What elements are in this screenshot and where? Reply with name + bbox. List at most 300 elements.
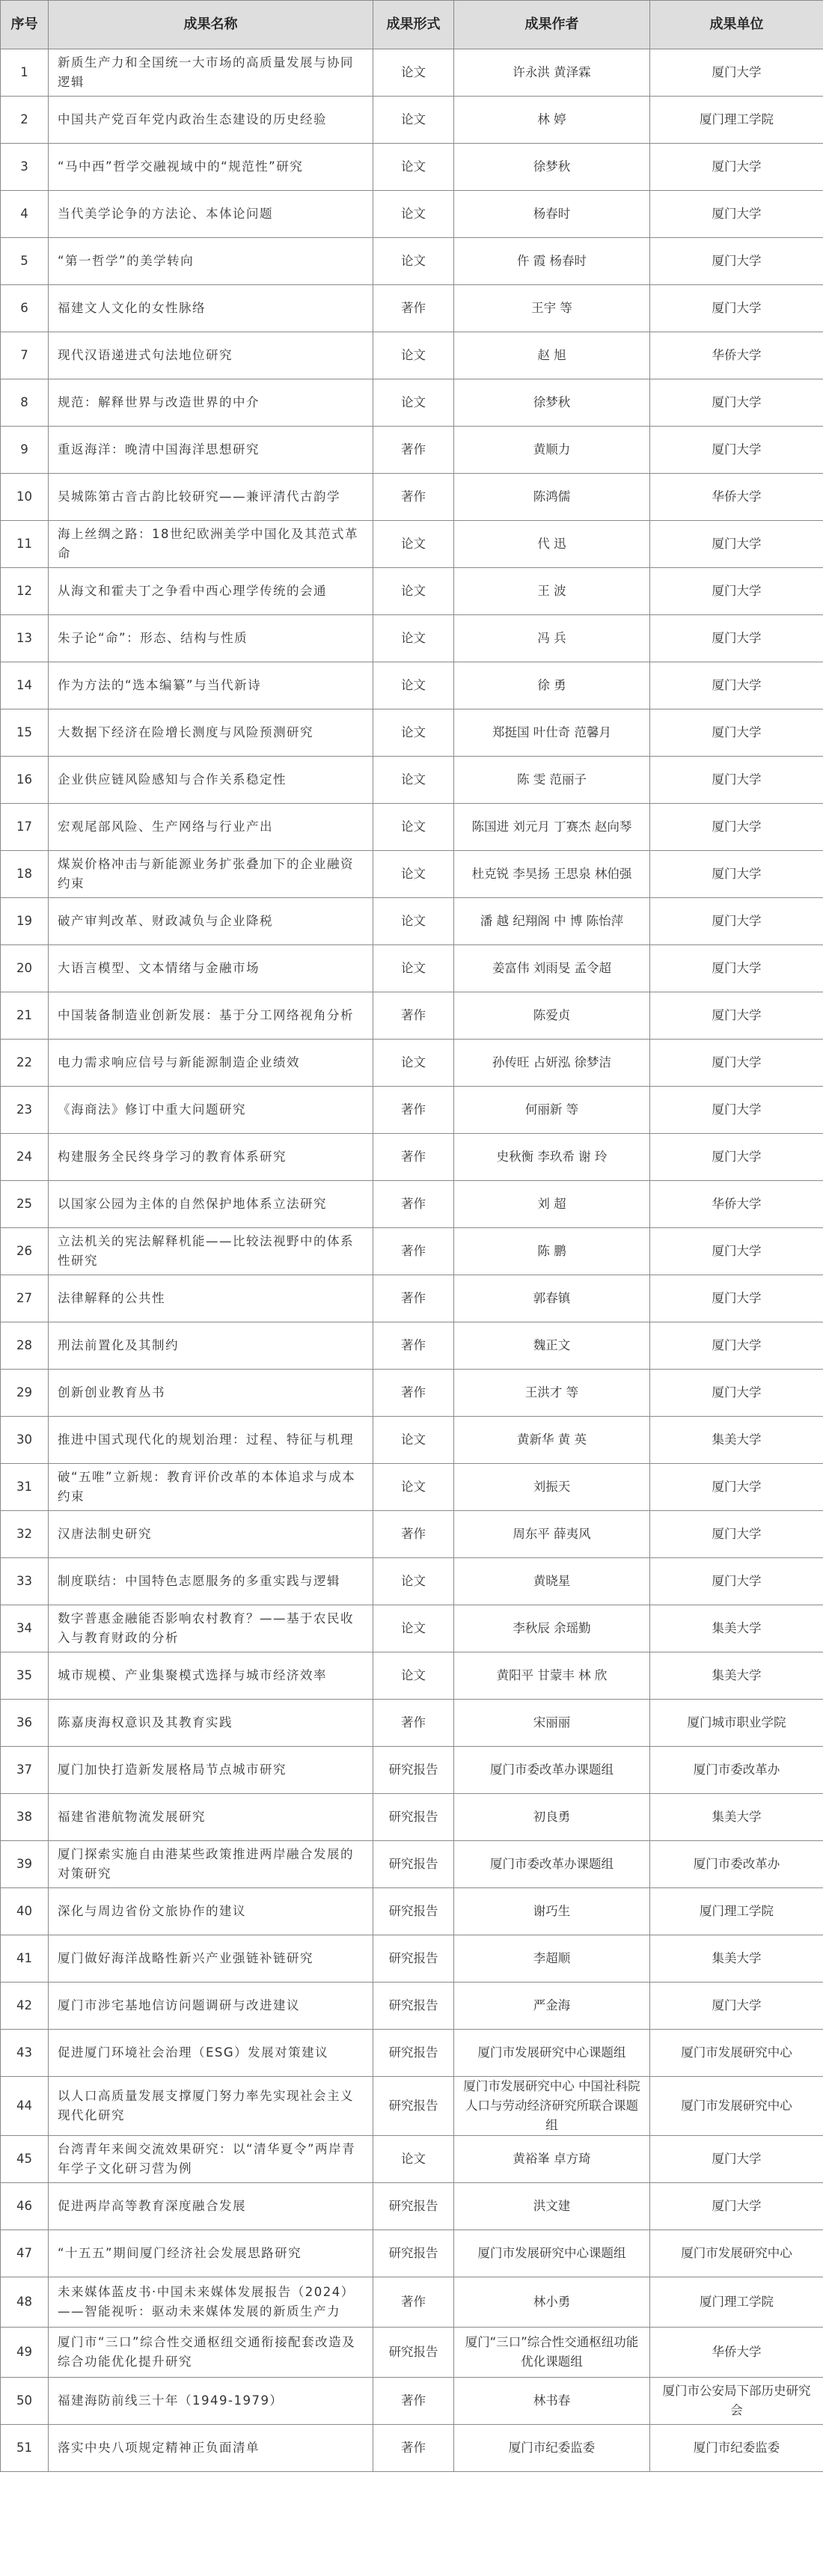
cell-result-unit: 厦门大学 [650, 898, 823, 945]
cell-result-unit: 厦门大学 [650, 804, 823, 851]
table-row [1, 945, 823, 992]
cell-serial-number: 7 [1, 332, 49, 379]
cell-result-unit: 厦门大学 [650, 1370, 823, 1417]
header-row [1, 1, 823, 49]
cell-result-author: 姜富伟 刘雨旻 孟令超 [454, 945, 650, 992]
table-row [1, 1983, 823, 2030]
table-row [1, 191, 823, 238]
cell-result-author: 魏正文 [454, 1322, 650, 1370]
cell-serial-number: 36 [1, 1700, 49, 1747]
cell-result-unit: 厦门大学 [650, 1511, 823, 1558]
cell-result-author: 刘振天 [454, 1464, 650, 1511]
cell-serial-number: 31 [1, 1464, 49, 1511]
cell-result-name: “十五五”期间厦门经济社会发展思路研究 [49, 2230, 373, 2277]
cell-result-form: 论文 [373, 804, 454, 851]
cell-result-unit: 厦门大学 [650, 521, 823, 568]
table-row [1, 1888, 823, 1935]
table-row [1, 474, 823, 521]
cell-result-author: 潘 越 纪翔阁 中 博 陈怡萍 [454, 898, 650, 945]
cell-result-author: 陈 雯 范丽子 [454, 757, 650, 804]
cell-result-author: 王洪才 等 [454, 1370, 650, 1417]
cell-result-author: 林小勇 [454, 2277, 650, 2328]
cell-result-author: 厦门市委改革办课题组 [454, 1841, 650, 1888]
cell-result-form: 论文 [373, 615, 454, 662]
cell-serial-number: 17 [1, 804, 49, 851]
cell-result-name: 法律解释的公共性 [49, 1275, 373, 1322]
cell-serial-number: 28 [1, 1322, 49, 1370]
cell-result-name: 中国共产党百年党内政治生态建设的历史经验 [49, 97, 373, 144]
cell-result-form: 著作 [373, 1275, 454, 1322]
cell-result-name: 厦门市“三口”综合性交通枢纽交通衔接配套改造及综合功能优化提升研究 [49, 2328, 373, 2378]
cell-result-name: 数字普惠金融能否影响农村教育？——基于农民收入与教育财政的分析 [49, 1605, 373, 1652]
cell-result-name: 朱子论“命”：形态、结构与性质 [49, 615, 373, 662]
cell-result-unit: 厦门市委改革办 [650, 1841, 823, 1888]
cell-result-name: 《海商法》修订中重大问题研究 [49, 1087, 373, 1134]
cell-result-unit: 集美大学 [650, 1794, 823, 1841]
cell-result-unit: 厦门大学 [650, 851, 823, 898]
cell-serial-number: 49 [1, 2328, 49, 2378]
cell-result-form: 著作 [373, 1181, 454, 1228]
cell-result-form: 著作 [373, 1322, 454, 1370]
cell-serial-number: 39 [1, 1841, 49, 1888]
cell-result-unit: 华侨大学 [650, 1181, 823, 1228]
cell-result-unit: 厦门大学 [650, 379, 823, 427]
cell-result-author: 赵 旭 [454, 332, 650, 379]
cell-result-unit: 厦门大学 [650, 1087, 823, 1134]
cell-result-unit: 集美大学 [650, 1605, 823, 1652]
cell-result-author: 厦门市发展研究中心课题组 [454, 2230, 650, 2277]
cell-result-unit: 厦门大学 [650, 427, 823, 474]
cell-result-unit: 厦门市委改革办 [650, 1747, 823, 1794]
cell-result-name: 台湾青年来闽交流效果研究：以“清华夏令”两岸青年学子文化研习营为例 [49, 2136, 373, 2183]
table-row [1, 1417, 823, 1464]
cell-result-author: 严金海 [454, 1983, 650, 2030]
table-row [1, 804, 823, 851]
cell-result-name: 当代美学论争的方法论、本体论问题 [49, 191, 373, 238]
cell-result-form: 研究报告 [373, 1888, 454, 1935]
cell-result-name: “马中西”哲学交融视域中的“规范性”研究 [49, 144, 373, 191]
cell-result-author: 黄新华 黄 英 [454, 1417, 650, 1464]
cell-result-unit: 厦门理工学院 [650, 2277, 823, 2328]
cell-serial-number: 8 [1, 379, 49, 427]
cell-result-form: 研究报告 [373, 2030, 454, 2077]
cell-result-form: 论文 [373, 97, 454, 144]
table-row [1, 144, 823, 191]
cell-result-author: 徐梦秋 [454, 144, 650, 191]
cell-serial-number: 16 [1, 757, 49, 804]
cell-serial-number: 26 [1, 1228, 49, 1275]
header-result-unit: 成果单位 [650, 1, 823, 49]
cell-result-name: 推进中国式现代化的规划治理：过程、特征与机理 [49, 1417, 373, 1464]
cell-result-name: 以人口高质量发展支撑厦门努力率先实现社会主义现代化研究 [49, 2077, 373, 2136]
cell-result-unit: 厦门大学 [650, 49, 823, 97]
table-row [1, 521, 823, 568]
cell-result-form: 论文 [373, 1040, 454, 1087]
cell-result-name: 大数据下经济在险增长测度与风险预测研究 [49, 709, 373, 757]
table-row [1, 2277, 823, 2328]
cell-serial-number: 46 [1, 2183, 49, 2230]
cell-serial-number: 47 [1, 2230, 49, 2277]
table-row [1, 1558, 823, 1605]
cell-serial-number: 22 [1, 1040, 49, 1087]
cell-serial-number: 29 [1, 1370, 49, 1417]
table-row [1, 1134, 823, 1181]
cell-result-unit: 集美大学 [650, 1417, 823, 1464]
cell-result-form: 研究报告 [373, 1794, 454, 1841]
table-row [1, 898, 823, 945]
cell-result-form: 著作 [373, 2425, 454, 2472]
cell-serial-number: 35 [1, 1652, 49, 1700]
cell-serial-number: 50 [1, 2378, 49, 2425]
cell-serial-number: 19 [1, 898, 49, 945]
cell-result-form: 著作 [373, 2277, 454, 2328]
cell-result-form: 研究报告 [373, 2328, 454, 2378]
cell-result-author: 史秋衡 李玖希 谢 玲 [454, 1134, 650, 1181]
cell-result-unit: 厦门市纪委监委 [650, 2425, 823, 2472]
cell-result-name: 重返海洋：晚清中国海洋思想研究 [49, 427, 373, 474]
table-row [1, 1511, 823, 1558]
table-row [1, 2030, 823, 2077]
cell-result-author: 厦门市纪委监委 [454, 2425, 650, 2472]
cell-serial-number: 51 [1, 2425, 49, 2472]
table-row [1, 49, 823, 97]
table-row [1, 1652, 823, 1700]
cell-serial-number: 48 [1, 2277, 49, 2328]
cell-result-author: 李秋辰 余瑶勤 [454, 1605, 650, 1652]
cell-result-name: 福建省港航物流发展研究 [49, 1794, 373, 1841]
table-row [1, 2230, 823, 2277]
cell-serial-number: 15 [1, 709, 49, 757]
cell-result-name: 电力需求响应信号与新能源制造企业绩效 [49, 1040, 373, 1087]
cell-result-author: 黄阳平 甘蒙丰 林 欣 [454, 1652, 650, 1700]
cell-serial-number: 45 [1, 2136, 49, 2183]
table-row [1, 2378, 823, 2425]
cell-result-author: 宋丽丽 [454, 1700, 650, 1747]
cell-result-author: 杜克锐 李昊扬 王思泉 林伯强 [454, 851, 650, 898]
table-row [1, 1370, 823, 1417]
cell-result-author: 陈爱贞 [454, 992, 650, 1040]
cell-result-form: 论文 [373, 144, 454, 191]
table-body [1, 49, 823, 2472]
cell-result-unit: 厦门大学 [650, 2183, 823, 2230]
table-row [1, 1935, 823, 1983]
cell-serial-number: 24 [1, 1134, 49, 1181]
cell-result-unit: 厦门大学 [650, 1275, 823, 1322]
table-row [1, 568, 823, 615]
cell-result-name: 创新创业教育丛书 [49, 1370, 373, 1417]
cell-result-form: 著作 [373, 1134, 454, 1181]
cell-result-name: 促进厦门环境社会治理（ESG）发展对策建议 [49, 2030, 373, 2077]
table-row [1, 615, 823, 662]
cell-result-unit: 厦门大学 [650, 2136, 823, 2183]
cell-result-form: 研究报告 [373, 1747, 454, 1794]
cell-result-author: 郭春镇 [454, 1275, 650, 1322]
cell-result-name: 城市规模、产业集聚模式选择与城市经济效率 [49, 1652, 373, 1700]
cell-serial-number: 40 [1, 1888, 49, 1935]
cell-serial-number: 33 [1, 1558, 49, 1605]
cell-serial-number: 3 [1, 144, 49, 191]
cell-result-unit: 厦门大学 [650, 1228, 823, 1275]
cell-result-name: 构建服务全民终身学习的教育体系研究 [49, 1134, 373, 1181]
cell-result-name: 厦门加快打造新发展格局节点城市研究 [49, 1747, 373, 1794]
cell-serial-number: 20 [1, 945, 49, 992]
cell-result-unit: 厦门大学 [650, 568, 823, 615]
table-row [1, 1747, 823, 1794]
cell-result-name: 厦门做好海洋战略性新兴产业强链补链研究 [49, 1935, 373, 1983]
cell-result-unit: 厦门大学 [650, 709, 823, 757]
cell-serial-number: 37 [1, 1747, 49, 1794]
cell-result-form: 论文 [373, 1464, 454, 1511]
table-row [1, 2136, 823, 2183]
table-row [1, 379, 823, 427]
cell-result-unit: 厦门市发展研究中心 [650, 2230, 823, 2277]
table-row [1, 1275, 823, 1322]
cell-result-author: 厦门市发展研究中心 中国社科院人口与劳动经济研究所联合课题组 [454, 2077, 650, 2136]
cell-result-author: 谢巧生 [454, 1888, 650, 1935]
cell-result-form: 著作 [373, 285, 454, 332]
cell-result-name: 大语言模型、文本情绪与金融市场 [49, 945, 373, 992]
cell-serial-number: 32 [1, 1511, 49, 1558]
cell-result-author: 郑挺国 叶仕奇 范馨月 [454, 709, 650, 757]
cell-serial-number: 25 [1, 1181, 49, 1228]
cell-result-name: 破“五唯”立新规：教育评价改革的本体追求与成本约束 [49, 1464, 373, 1511]
cell-result-author: 李超顺 [454, 1935, 650, 1983]
cell-result-form: 著作 [373, 1228, 454, 1275]
table-row [1, 757, 823, 804]
cell-serial-number: 38 [1, 1794, 49, 1841]
cell-serial-number: 12 [1, 568, 49, 615]
cell-serial-number: 23 [1, 1087, 49, 1134]
cell-result-name: 中国装备制造业创新发展：基于分工网络视角分析 [49, 992, 373, 1040]
cell-result-unit: 厦门大学 [650, 1134, 823, 1181]
cell-result-form: 论文 [373, 757, 454, 804]
table-row [1, 285, 823, 332]
cell-serial-number: 13 [1, 615, 49, 662]
cell-result-author: 陈国进 刘元月 丁赛杰 赵向琴 [454, 804, 650, 851]
cell-result-form: 论文 [373, 49, 454, 97]
cell-result-author: 黄裕峯 卓方琦 [454, 2136, 650, 2183]
cell-result-author: 林书春 [454, 2378, 650, 2425]
cell-result-unit: 厦门大学 [650, 615, 823, 662]
cell-result-unit: 厦门大学 [650, 1558, 823, 1605]
cell-result-unit: 厦门理工学院 [650, 97, 823, 144]
cell-result-form: 研究报告 [373, 1935, 454, 1983]
table-row [1, 709, 823, 757]
cell-result-author: 徐 勇 [454, 662, 650, 709]
cell-result-name: 海上丝绸之路：18世纪欧洲美学中国化及其范式革命 [49, 521, 373, 568]
cell-result-unit: 厦门大学 [650, 1464, 823, 1511]
cell-result-author: 黄顺力 [454, 427, 650, 474]
cell-result-author: 王宇 等 [454, 285, 650, 332]
table-row [1, 238, 823, 285]
table-row [1, 1322, 823, 1370]
cell-result-author: 王 波 [454, 568, 650, 615]
cell-result-author: 刘 超 [454, 1181, 650, 1228]
cell-result-form: 著作 [373, 1087, 454, 1134]
table-row [1, 427, 823, 474]
cell-result-name: 促进两岸高等教育深度融合发展 [49, 2183, 373, 2230]
cell-result-author: 林 婷 [454, 97, 650, 144]
cell-result-name: 制度联结：中国特色志愿服务的多重实践与逻辑 [49, 1558, 373, 1605]
header-result-form: 成果形式 [373, 1, 454, 49]
cell-result-name: 现代汉语递进式句法地位研究 [49, 332, 373, 379]
table-row [1, 2425, 823, 2472]
cell-result-author: 黄晓星 [454, 1558, 650, 1605]
table-row [1, 1605, 823, 1652]
cell-result-author: 仵 霞 杨春时 [454, 238, 650, 285]
cell-serial-number: 42 [1, 1983, 49, 2030]
cell-result-name: 深化与周边省份文旅协作的建议 [49, 1888, 373, 1935]
cell-serial-number: 4 [1, 191, 49, 238]
cell-result-author: 许永洪 黄泽霖 [454, 49, 650, 97]
cell-result-form: 论文 [373, 662, 454, 709]
cell-result-unit: 厦门大学 [650, 1040, 823, 1087]
cell-result-author: 徐梦秋 [454, 379, 650, 427]
cell-result-name: 吴城陈第古音古韵比较研究——兼评清代古韵学 [49, 474, 373, 521]
cell-result-name: 企业供应链风险感知与合作关系稳定性 [49, 757, 373, 804]
cell-result-unit: 厦门城市职业学院 [650, 1700, 823, 1747]
table-row [1, 1464, 823, 1511]
cell-result-form: 研究报告 [373, 2230, 454, 2277]
cell-serial-number: 5 [1, 238, 49, 285]
table-row [1, 992, 823, 1040]
cell-serial-number: 34 [1, 1605, 49, 1652]
cell-result-name: 未来媒体蓝皮书·中国未来媒体发展报告（2024）——智能视听：驱动未来媒体发展的新质生产力 [49, 2277, 373, 2328]
cell-result-unit: 厦门大学 [650, 757, 823, 804]
cell-serial-number: 43 [1, 2030, 49, 2077]
cell-result-unit: 厦门市发展研究中心 [650, 2077, 823, 2136]
cell-result-author: 陈 鹏 [454, 1228, 650, 1275]
cell-result-author: 何丽新 等 [454, 1087, 650, 1134]
cell-result-name: 宏观尾部风险、生产网络与行业产出 [49, 804, 373, 851]
cell-result-unit: 厦门大学 [650, 992, 823, 1040]
cell-result-name: 厦门市涉宅基地信访问题调研与改进建议 [49, 1983, 373, 2030]
cell-result-form: 研究报告 [373, 2077, 454, 2136]
cell-result-form: 论文 [373, 851, 454, 898]
cell-result-unit: 厦门大学 [650, 285, 823, 332]
cell-result-form: 著作 [373, 1511, 454, 1558]
cell-serial-number: 27 [1, 1275, 49, 1322]
cell-result-form: 论文 [373, 332, 454, 379]
cell-serial-number: 14 [1, 662, 49, 709]
cell-result-name: 陈嘉庚海权意识及其教育实践 [49, 1700, 373, 1747]
cell-result-name: “第一哲学”的美学转向 [49, 238, 373, 285]
cell-serial-number: 11 [1, 521, 49, 568]
cell-result-name: 汉唐法制史研究 [49, 1511, 373, 1558]
cell-serial-number: 6 [1, 285, 49, 332]
cell-result-form: 论文 [373, 2136, 454, 2183]
table-row [1, 2183, 823, 2230]
cell-result-form: 论文 [373, 1605, 454, 1652]
table-row [1, 1794, 823, 1841]
table-row [1, 1181, 823, 1228]
cell-result-unit: 厦门大学 [650, 662, 823, 709]
cell-result-form: 著作 [373, 1370, 454, 1417]
cell-serial-number: 9 [1, 427, 49, 474]
header-serial-number: 序号 [1, 1, 49, 49]
cell-serial-number: 18 [1, 851, 49, 898]
cell-result-unit: 集美大学 [650, 1652, 823, 1700]
table-row [1, 1228, 823, 1275]
cell-result-name: 落实中央八项规定精神正负面清单 [49, 2425, 373, 2472]
cell-result-form: 著作 [373, 992, 454, 1040]
cell-result-form: 论文 [373, 1558, 454, 1605]
cell-result-unit: 华侨大学 [650, 474, 823, 521]
cell-result-form: 研究报告 [373, 2183, 454, 2230]
table-row [1, 851, 823, 898]
cell-serial-number: 30 [1, 1417, 49, 1464]
cell-result-author: 冯 兵 [454, 615, 650, 662]
cell-result-name: 以国家公园为主体的自然保护地体系立法研究 [49, 1181, 373, 1228]
cell-result-form: 研究报告 [373, 1841, 454, 1888]
cell-result-unit: 厦门大学 [650, 144, 823, 191]
table-row [1, 1700, 823, 1747]
cell-result-name: 从海文和霍夫丁之争看中西心理学传统的会通 [49, 568, 373, 615]
table-row [1, 1087, 823, 1134]
table-row [1, 2077, 823, 2136]
cell-result-unit: 华侨大学 [650, 332, 823, 379]
table-row [1, 2328, 823, 2378]
cell-result-author: 杨春时 [454, 191, 650, 238]
cell-result-form: 论文 [373, 191, 454, 238]
cell-result-form: 论文 [373, 1652, 454, 1700]
cell-result-author: 厦门市委改革办课题组 [454, 1747, 650, 1794]
header-result-name: 成果名称 [49, 1, 373, 49]
cell-result-name: 福建海防前线三十年（1949-1979） [49, 2378, 373, 2425]
cell-serial-number: 10 [1, 474, 49, 521]
cell-result-form: 著作 [373, 427, 454, 474]
cell-result-form: 著作 [373, 2378, 454, 2425]
cell-result-unit: 厦门大学 [650, 191, 823, 238]
cell-result-name: 厦门探索实施自由港某些政策推进两岸融合发展的对策研究 [49, 1841, 373, 1888]
cell-result-unit: 华侨大学 [650, 2328, 823, 2378]
cell-result-form: 论文 [373, 1417, 454, 1464]
cell-result-unit: 厦门大学 [650, 945, 823, 992]
cell-result-author: 洪文建 [454, 2183, 650, 2230]
cell-result-unit: 集美大学 [650, 1935, 823, 1983]
cell-serial-number: 1 [1, 49, 49, 97]
cell-result-unit: 厦门市发展研究中心 [650, 2030, 823, 2077]
cell-result-unit: 厦门理工学院 [650, 1888, 823, 1935]
cell-result-form: 论文 [373, 238, 454, 285]
cell-result-form: 论文 [373, 898, 454, 945]
cell-result-name: 破产审判改革、财政减负与企业降税 [49, 898, 373, 945]
cell-result-form: 论文 [373, 379, 454, 427]
cell-result-name: 福建文人文化的女性脉络 [49, 285, 373, 332]
cell-result-form: 论文 [373, 521, 454, 568]
table-header [1, 1, 823, 49]
cell-result-name: 煤炭价格冲击与新能源业务扩张叠加下的企业融资约束 [49, 851, 373, 898]
cell-result-author: 厦门市发展研究中心课题组 [454, 2030, 650, 2077]
cell-serial-number: 41 [1, 1935, 49, 1983]
cell-result-name: 规范：解释世界与改造世界的中介 [49, 379, 373, 427]
cell-result-author: 初良勇 [454, 1794, 650, 1841]
cell-result-author: 陈鸿儒 [454, 474, 650, 521]
table-row [1, 97, 823, 144]
cell-result-name: 作为方法的“选本编纂”与当代新诗 [49, 662, 373, 709]
cell-result-name: 刑法前置化及其制约 [49, 1322, 373, 1370]
cell-result-form: 著作 [373, 474, 454, 521]
cell-result-author: 厦门“三口”综合性交通枢纽功能优化课题组 [454, 2328, 650, 2378]
cell-result-name: 立法机关的宪法解释机能——比较法视野中的体系性研究 [49, 1228, 373, 1275]
cell-serial-number: 21 [1, 992, 49, 1040]
cell-result-unit: 厦门市公安局下部历史研究会 [650, 2378, 823, 2425]
cell-result-form: 论文 [373, 945, 454, 992]
cell-result-form: 研究报告 [373, 1983, 454, 2030]
cell-result-author: 代 迅 [454, 521, 650, 568]
cell-result-form: 著作 [373, 1700, 454, 1747]
cell-result-unit: 厦门大学 [650, 238, 823, 285]
